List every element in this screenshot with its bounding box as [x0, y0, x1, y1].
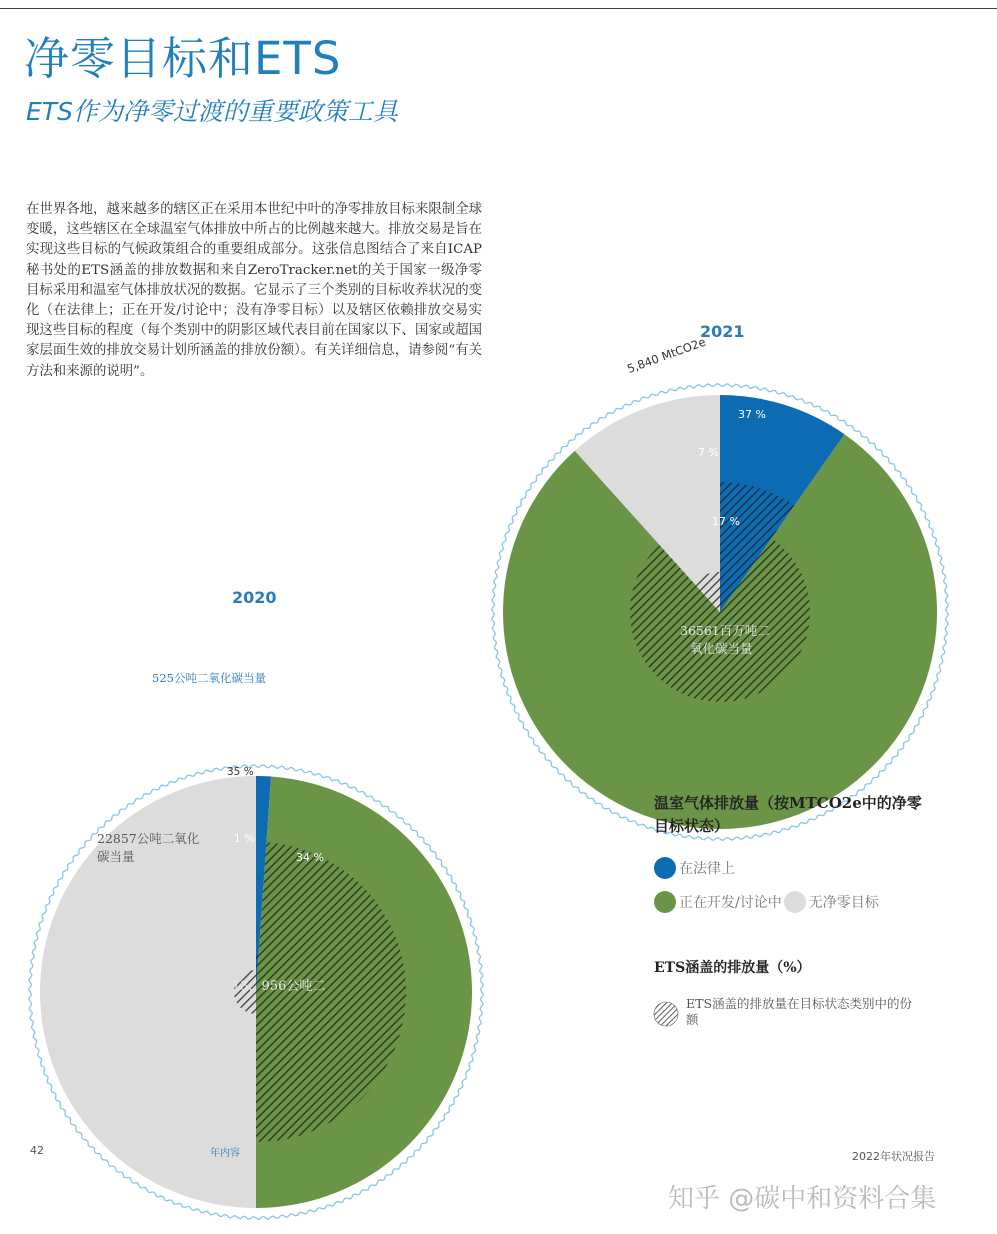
total-label-2020: 525公吨二氧化碳当量	[152, 671, 266, 685]
page-number: 42	[30, 1144, 44, 1157]
center-total-2021-a: 36561百万吨二	[680, 623, 770, 638]
slice-label-none-2020: 35 %	[227, 766, 254, 778]
chart-2021	[492, 384, 949, 841]
slice-label-law-2020: 1 %	[234, 832, 255, 845]
total-label-2021: 5,840 MtCO2e	[625, 334, 708, 376]
year-label-2021: 2021	[700, 322, 745, 341]
bottom-note-2020: 年内容	[210, 1148, 240, 1159]
legend-dot-law	[654, 857, 676, 879]
legend-label-dev: 正在开发/讨论中	[679, 895, 782, 911]
center-total-2021-b: 氧化碳当量	[690, 641, 753, 656]
ets-legend-item	[654, 996, 916, 1028]
slice-label-law-2021: 37 %	[738, 408, 766, 421]
page-subtitle: ETS作为净零过渡的重要政策工具	[26, 97, 398, 126]
year-label-2020: 2020	[232, 588, 277, 607]
legend-dot-dev	[654, 891, 676, 913]
watermark: 知乎 @碳中和资料合集	[668, 1184, 937, 1214]
none-total-2020: 22857公吨二氧化碳当量	[97, 831, 200, 864]
intro-paragraph: 在世界各地，越来越多的辖区正在采用本世纪中叶的净零排放目标来限制全球变暖，这些辖区在全球温室气体排放中所占的比例越来越大。排放交易是旨在实现这些目标的气候政策组合的重要组成部分。这张信息图结合了来自ICAP秘书处的ETS涵盖的排放数据和来自ZeroTracker.net的关于国家一级净零目标采用和温室气体排放状况的数据。它显示了三个类别的目标收养状况的变化（在法律上；正在开发/讨论中；没有净零目标）以及辖区依赖排放交易实现这些目标的程度（每个类别中的阴影区域代表目前在国家以下、国家或超国家层面生效的排放交易计划所涵盖的排放份额）。有关详细信息，请参阅“有关方法和来源的说明”。	[26, 202, 482, 379]
report-name: 2022年状况报告	[852, 1150, 935, 1163]
page-title: 净零目标和ETS	[24, 32, 342, 85]
legend-title: 温室气体排放量（按MTCO2e中的净零目标状态）	[654, 794, 922, 835]
slice-label-none-2021: 7 %	[698, 446, 719, 459]
legend-label-law: 在法律上	[679, 861, 735, 877]
center-total-2020: 13，956公吨二	[232, 979, 326, 994]
ets-legend-desc: ETS涵盖的排放量在目标状态类别中的份额	[686, 996, 913, 1027]
ets-legend-title: ETS涵盖的排放量（%）	[654, 960, 811, 976]
legend-label-none: 无净零目标	[808, 895, 879, 911]
slice-label-dev-2021: 17 %	[712, 515, 740, 528]
legend-dot-none	[784, 891, 806, 913]
legend-item-dev	[654, 891, 879, 913]
slice-label-dev-2020: 34 %	[296, 851, 324, 864]
legend-item-law	[654, 857, 735, 879]
hatch-icon	[654, 996, 678, 1020]
